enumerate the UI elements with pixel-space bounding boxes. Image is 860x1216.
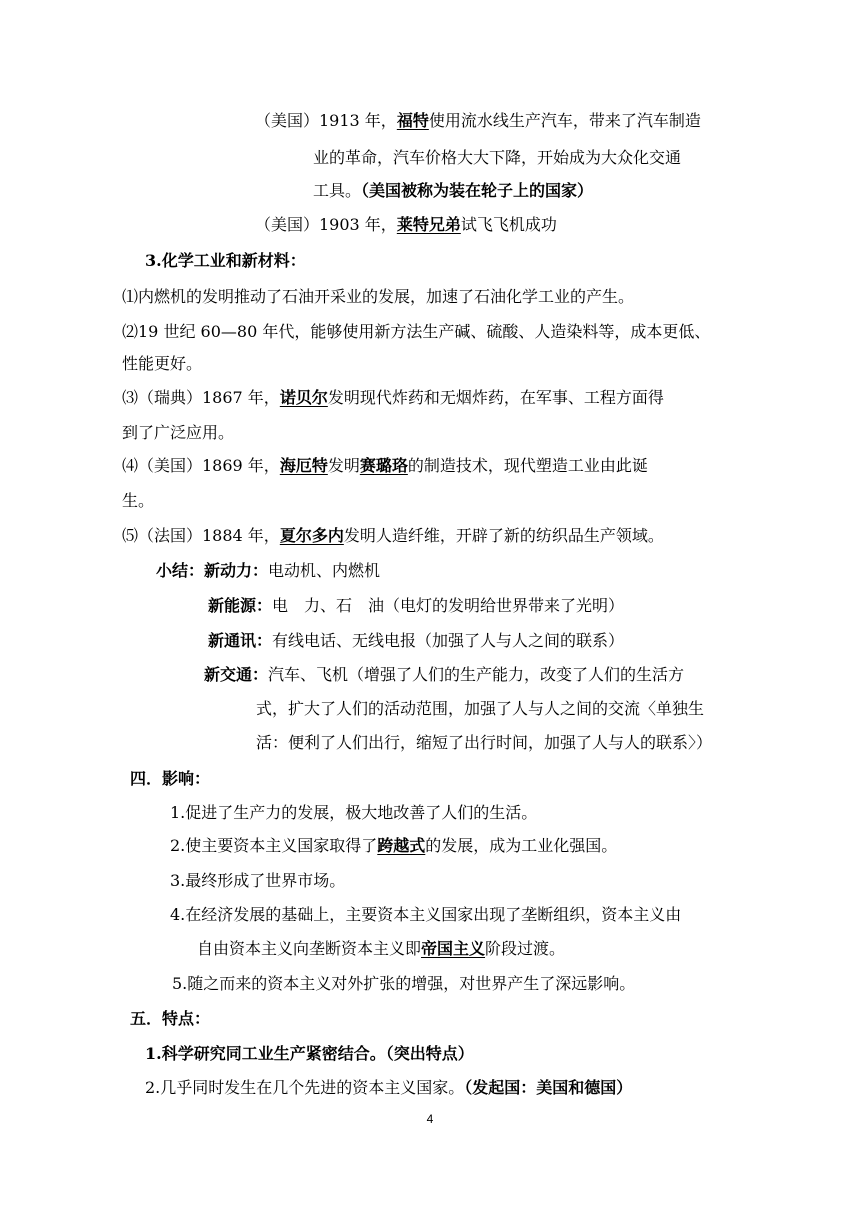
summary-energy — [208, 595, 624, 617]
chem-item-2-line-2: 性能更好。 — [122, 354, 203, 373]
summary-energy-label: 新能源： — [208, 596, 273, 615]
ford-note: （美国被称为装在轮子上的国家） — [361, 181, 594, 200]
features-item-2-note: （发起国：美国和德国） — [464, 1078, 633, 1097]
wright-text-b: 试飞飞机成功 — [460, 215, 557, 234]
ford-line-1 — [255, 110, 701, 132]
impact-item-4-text-b: 自由资本主义向垄断资本主义即 — [197, 939, 422, 958]
summary-trans-text-1: 汽车、飞机（增强了人们的生产能力，改变了人们的生活方 — [268, 665, 685, 684]
chem-item-4-line-1 — [122, 455, 648, 477]
chardonnet-text-a: ⑸（法国）1884 年， — [122, 526, 280, 545]
summary-trans-label: 新交通： — [204, 665, 269, 684]
page-number: 4 — [426, 1112, 434, 1126]
summary-comm — [208, 630, 624, 652]
impact-item-4-line-1: 4.在经济发展的基础上，主要资本主义国家出现了垄断组织，资本主义由 — [170, 905, 682, 924]
chem-item-1: ⑴内燃机的发明推动了石油开采业的发展，加速了石油化学工业的产生。 — [122, 287, 635, 306]
summary-label: 小结： — [156, 561, 205, 580]
impact-item-3: 3.最终形成了世界市场。 — [170, 871, 346, 890]
chardonnet-name: 夏尔多内 — [279, 526, 344, 545]
hyatt-text-c: 的制造技术，现代塑造工业由此诞 — [407, 456, 648, 475]
ford-line-3 — [313, 180, 593, 202]
nobel-name: 诺贝尔 — [279, 388, 328, 407]
chem-item-4-line-2: 生。 — [122, 491, 155, 510]
chem-item-2-line-1: ⑵19 世纪 60—80 年代，能够使用新方法生产碱、硫酸、人造染料等，成本更低、 — [122, 322, 711, 341]
hyatt-text-a: ⑷（美国）1869 年， — [122, 456, 280, 475]
impact-item-2-text-a: 2.使主要资本主义国家取得了 — [170, 836, 378, 855]
summary-energy-text: 电 力、石 油（电灯的发明给世界带来了光明） — [272, 596, 625, 615]
ford-text-a: （美国）1913 年， — [255, 111, 397, 130]
features-item-2-text: 2.几乎同时发生在几个先进的资本主义国家。 — [145, 1078, 465, 1097]
impact-item-1: 1.促进了生产力的发展，极大地改善了人们的生活。 — [170, 803, 538, 822]
chem-item-3-line-1 — [122, 387, 664, 409]
summary-power — [156, 560, 380, 582]
summary-power-label: 新动力： — [204, 561, 269, 580]
hyatt-text-b: 发明 — [327, 456, 360, 475]
summary-power-text: 电动机、内燃机 — [268, 561, 381, 580]
summary-trans-line-2: 式，扩大了人们的活动范围，加强了人与人之间的交流〈单独生 — [256, 699, 705, 718]
impact-item-4-line-2 — [197, 938, 565, 960]
chem-item-5 — [122, 525, 664, 547]
wright-line — [255, 214, 557, 236]
ford-text-c: 工具。 — [313, 181, 362, 200]
chem-item-3-line-2: 到了广泛应用。 — [122, 423, 235, 442]
hyatt-name: 海厄特 — [279, 456, 328, 475]
wright-text-a: （美国）1903 年， — [255, 215, 397, 234]
ford-text-b: 使用流水线生产汽车，带来了汽车制造 — [428, 111, 701, 130]
chardonnet-text-b: 发明人造纤维，开辟了新的纺织品生产领域。 — [343, 526, 664, 545]
leapfrog-term: 跨越式 — [377, 836, 426, 855]
chem-heading: 3.化学工业和新材料： — [145, 251, 306, 270]
nobel-text-a: ⑶（瑞典）1867 年， — [122, 388, 280, 407]
celluloid-name: 赛璐珞 — [359, 456, 408, 475]
impact-item-5: 5.随之而来的资本主义对外扩张的增强，对世界产生了深远影响。 — [172, 974, 636, 993]
summary-comm-text: 有线电话、无线电报（加强了人与人之间的联系） — [272, 631, 625, 650]
summary-trans-line-1 — [204, 664, 684, 686]
impact-item-2-text-b: 的发展，成为工业化强国。 — [425, 836, 618, 855]
summary-trans-line-3: 活：便利了人们出行，缩短了出行时间，加强了人与人的联系〉） — [256, 733, 713, 752]
nobel-text-b: 发明现代炸药和无烟炸药，在军事、工程方面得 — [327, 388, 664, 407]
features-item-1: 1.科学研究同工业生产紧密结合。（突出特点） — [145, 1044, 474, 1063]
ford-name: 福特 — [396, 111, 429, 130]
features-heading: 五．特点： — [130, 1009, 211, 1028]
features-item-2 — [145, 1077, 632, 1099]
impact-heading: 四．影响： — [130, 769, 211, 788]
imperialism-term: 帝国主义 — [421, 939, 486, 958]
impact-item-4-text-c: 阶段过渡。 — [485, 939, 566, 958]
wright-name: 莱特兄弟 — [396, 215, 461, 234]
summary-comm-label: 新通讯： — [208, 631, 273, 650]
ford-line-2: 业的革命，汽车价格大大下降，开始成为大众化交通 — [313, 148, 682, 167]
impact-item-2 — [170, 835, 617, 857]
